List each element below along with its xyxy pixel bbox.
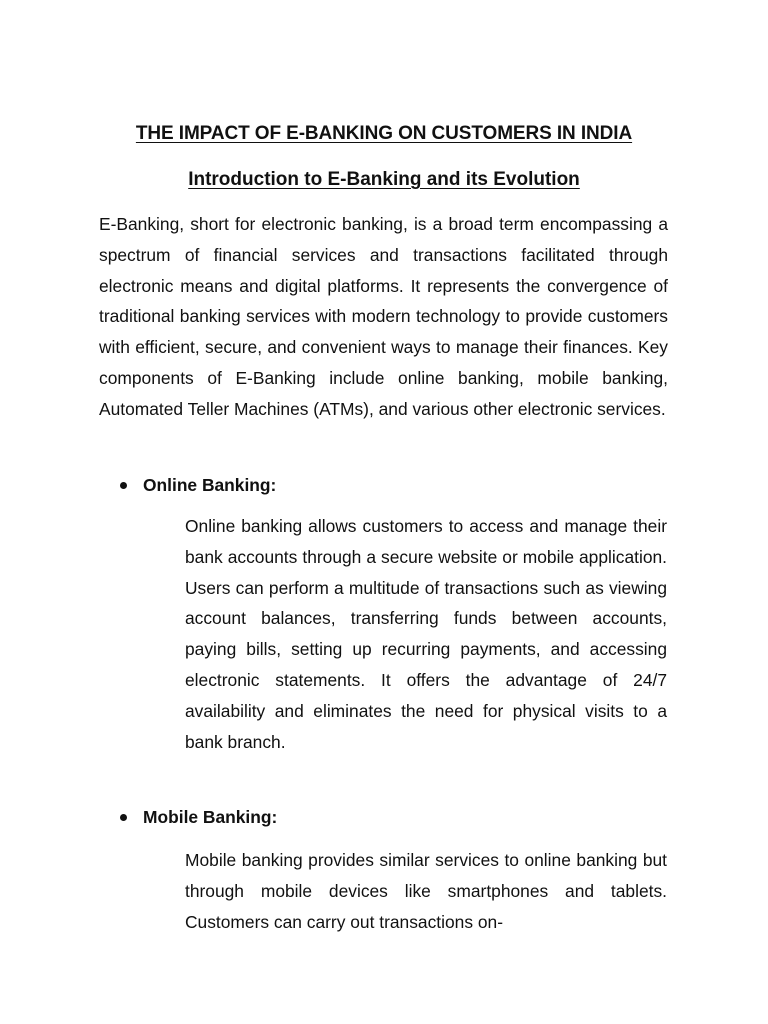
bullet-item-online-banking <box>120 473 276 497</box>
bullet-label: Mobile Banking: <box>143 807 278 827</box>
mobile-banking-paragraph: Mobile banking provides similar services to online banking but through mobile devices like smartphones and tablets. Customers can carry out transactions on- <box>185 850 667 932</box>
section-heading: Introduction to E-Banking and its Evolution <box>188 169 580 190</box>
bullet-item-mobile-banking <box>120 805 277 829</box>
intro-paragraph: E-Banking, short for electronic banking, is a broad term encompassing a spectrum of financial services and transactions facilitated through electronic means and digital platforms. It represents the convergence of traditional banking services with modern technology to provide customers with efficient, secure, and convenient ways to manage their finances. Key components of E-Banking include online banking, mobile banking, Automated Teller Machines (ATMs), and various other electronic services. <box>99 214 668 419</box>
online-banking-paragraph: Online banking allows customers to access and manage their bank accounts through a secure website or mobile application. Users can perform a multitude of transactions such as viewing account balances, transferring funds between accounts, paying bills, setting up recurring payments, and accessing electronic statements. It offers the advantage of 24/7 availability and eliminates the need for physical visits to a bank branch. <box>185 516 667 752</box>
bullet-label: Online Banking: <box>143 475 277 495</box>
document-title: THE IMPACT OF E-BANKING ON CUSTOMERS IN INDIA <box>135 123 633 144</box>
bullet-dot-icon <box>120 482 127 489</box>
bullet-dot-icon <box>120 814 127 821</box>
